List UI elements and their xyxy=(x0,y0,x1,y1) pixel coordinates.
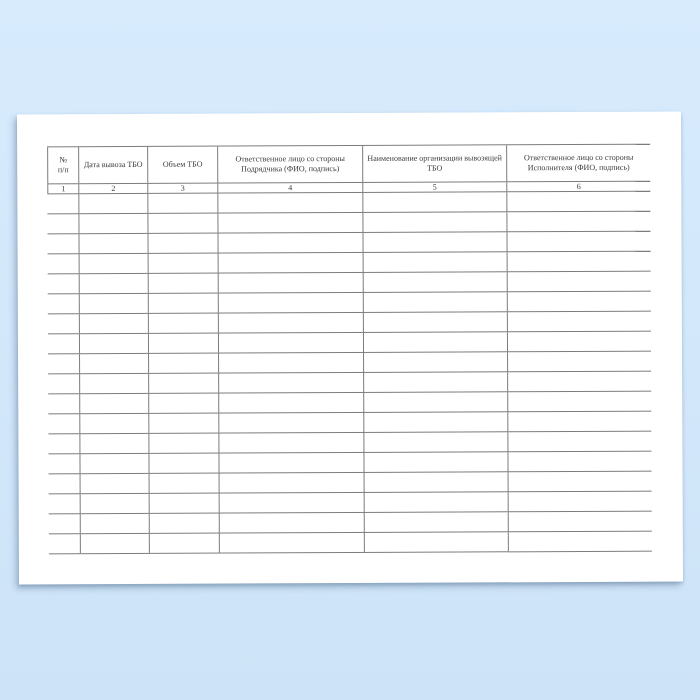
empty-cell xyxy=(47,214,78,233)
empty-cell xyxy=(507,352,651,372)
empty-cell xyxy=(363,352,507,372)
empty-cell xyxy=(148,334,218,353)
column-header-5: Наименование организации вывозящей ТБО xyxy=(362,145,506,182)
table-row xyxy=(48,332,651,355)
empty-cell xyxy=(507,372,651,392)
empty-cell xyxy=(507,312,651,332)
empty-cell xyxy=(217,233,362,253)
empty-cell xyxy=(508,472,652,492)
column-header-2: Дата вывоза ТБО xyxy=(78,147,147,183)
empty-cell xyxy=(506,192,650,212)
empty-cell xyxy=(507,292,651,312)
empty-cell xyxy=(79,234,148,253)
column-header-4: Ответственное лицо со стороны Подрядчика (ФИО, подпись) xyxy=(217,146,362,183)
table-header-row xyxy=(47,144,650,185)
empty-cell xyxy=(49,514,80,533)
empty-cell xyxy=(363,272,507,292)
empty-cell xyxy=(48,274,79,293)
empty-cell xyxy=(363,252,507,272)
table-row xyxy=(48,312,651,335)
empty-cell xyxy=(148,394,218,413)
column-number-1: 1 xyxy=(47,184,78,193)
empty-cell xyxy=(148,254,218,273)
empty-cell xyxy=(218,453,363,473)
empty-cell xyxy=(148,414,218,433)
empty-cell xyxy=(363,312,507,332)
empty-cell xyxy=(79,374,148,393)
table-body xyxy=(47,192,652,555)
empty-cell xyxy=(508,492,652,512)
empty-cell xyxy=(508,512,652,532)
table-row xyxy=(48,412,651,435)
empty-cell xyxy=(148,294,218,313)
empty-cell xyxy=(219,533,364,553)
empty-cell xyxy=(507,452,651,472)
empty-cell xyxy=(363,372,507,392)
empty-cell xyxy=(362,232,506,252)
table-row xyxy=(48,452,651,475)
empty-cell xyxy=(218,253,363,273)
table-row xyxy=(48,292,651,315)
empty-cell xyxy=(48,414,79,433)
table-row xyxy=(48,372,651,395)
empty-cell xyxy=(147,194,217,213)
empty-cell xyxy=(363,412,507,432)
empty-cell xyxy=(364,512,508,532)
empty-cell xyxy=(363,292,507,312)
table-row xyxy=(47,212,650,235)
empty-cell xyxy=(79,454,148,473)
empty-cell xyxy=(80,514,149,533)
empty-cell xyxy=(80,494,149,513)
empty-cell xyxy=(48,394,79,413)
empty-cell xyxy=(48,314,79,333)
document-page xyxy=(17,112,683,585)
empty-cell xyxy=(362,212,506,232)
table-row xyxy=(48,432,651,455)
tbo-log-table xyxy=(47,144,652,555)
table-row xyxy=(48,252,651,275)
empty-cell xyxy=(49,534,80,553)
empty-cell xyxy=(506,232,650,252)
empty-cell xyxy=(48,294,79,313)
table-row xyxy=(48,392,651,415)
table-row xyxy=(49,492,652,515)
empty-cell xyxy=(148,354,218,373)
empty-cell xyxy=(148,274,218,293)
empty-cell xyxy=(148,374,218,393)
table-row xyxy=(49,532,652,555)
empty-cell xyxy=(219,473,364,493)
table-row xyxy=(48,272,651,295)
empty-cell xyxy=(79,294,148,313)
empty-cell xyxy=(218,413,363,433)
empty-cell xyxy=(79,434,148,453)
empty-cell xyxy=(78,214,147,233)
empty-cell xyxy=(218,393,363,413)
empty-cell xyxy=(364,472,508,492)
empty-cell xyxy=(147,214,217,233)
empty-cell xyxy=(507,392,651,412)
table-row xyxy=(48,232,651,255)
empty-cell xyxy=(363,332,507,352)
empty-cell xyxy=(217,213,362,233)
empty-cell xyxy=(507,432,651,452)
empty-cell xyxy=(508,532,652,552)
empty-cell xyxy=(218,333,363,353)
empty-cell xyxy=(48,354,79,373)
column-header-6: Ответственное лицо со стороны Исполнителя (ФИО, подпись) xyxy=(506,145,650,182)
empty-cell xyxy=(149,514,219,533)
empty-cell xyxy=(80,534,149,553)
table-row xyxy=(47,192,650,215)
empty-cell xyxy=(149,534,219,553)
empty-cell xyxy=(507,272,651,292)
empty-cell xyxy=(79,354,148,373)
empty-cell xyxy=(49,494,80,513)
column-number-6: 6 xyxy=(506,182,650,192)
empty-cell xyxy=(148,314,218,333)
column-number-4: 4 xyxy=(217,183,362,193)
empty-cell xyxy=(48,334,79,353)
empty-cell xyxy=(506,212,650,232)
empty-cell xyxy=(79,274,148,293)
column-header-1: № п/п xyxy=(47,147,78,183)
empty-cell xyxy=(362,192,506,212)
column-number-2: 2 xyxy=(78,184,147,193)
empty-cell xyxy=(218,313,363,333)
empty-cell xyxy=(79,254,148,273)
empty-cell xyxy=(217,193,362,213)
table-row xyxy=(48,352,651,375)
column-header-3: Объем ТБО xyxy=(147,147,217,183)
empty-cell xyxy=(48,434,79,453)
column-number-5: 5 xyxy=(362,182,506,192)
empty-cell xyxy=(219,493,364,513)
empty-cell xyxy=(507,332,651,352)
empty-cell xyxy=(79,414,148,433)
empty-cell xyxy=(79,314,148,333)
empty-cell xyxy=(507,412,651,432)
table-row xyxy=(49,472,652,495)
empty-cell xyxy=(148,234,218,253)
empty-cell xyxy=(218,353,363,373)
empty-cell xyxy=(79,394,148,413)
empty-cell xyxy=(149,494,219,513)
empty-cell xyxy=(219,513,364,533)
empty-cell xyxy=(364,492,508,512)
empty-cell xyxy=(48,234,79,253)
empty-cell xyxy=(218,293,363,313)
empty-cell xyxy=(48,254,79,273)
empty-cell xyxy=(80,474,149,493)
empty-cell xyxy=(149,474,219,493)
empty-cell xyxy=(79,334,148,353)
column-number-3: 3 xyxy=(147,184,217,193)
empty-cell xyxy=(218,373,363,393)
table-row xyxy=(49,512,652,535)
empty-cell xyxy=(218,273,363,293)
empty-cell xyxy=(49,474,80,493)
empty-cell xyxy=(48,454,79,473)
empty-cell xyxy=(363,452,507,472)
empty-cell xyxy=(78,194,147,213)
empty-cell xyxy=(148,434,218,453)
empty-cell xyxy=(363,432,507,452)
empty-cell xyxy=(507,252,651,272)
empty-cell xyxy=(363,392,507,412)
empty-cell xyxy=(148,454,218,473)
empty-cell xyxy=(47,194,78,213)
empty-cell xyxy=(364,532,508,552)
empty-cell xyxy=(48,374,79,393)
empty-cell xyxy=(218,433,363,453)
